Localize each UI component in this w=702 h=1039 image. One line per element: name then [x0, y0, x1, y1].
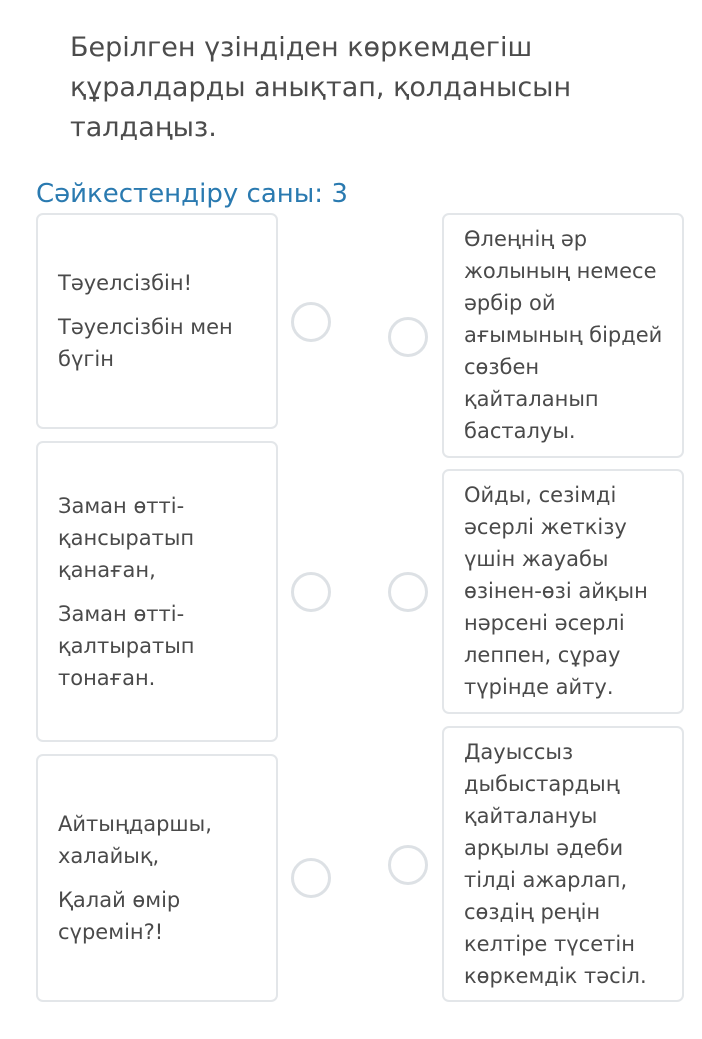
- right-card-text: Ойды, сезімді әсерлі жеткізу үшін жауабы өзінен-өзі айқын нәрсені әсерлі леппен, сұрау түрінде айту.: [464, 483, 648, 699]
- question-line: құралдарды анықтап, қолданысын: [70, 72, 572, 103]
- left-card-2[interactable]: [36, 441, 278, 742]
- right-card-2[interactable]: [442, 469, 684, 714]
- question-line: талдаңыз.: [70, 112, 217, 143]
- right-card-1[interactable]: [442, 213, 684, 458]
- left-card-text: Заман өтті-қансыратып қанаған,: [58, 493, 195, 582]
- right-connector-3[interactable]: [388, 845, 428, 885]
- left-card-text: Тәуелсізбін!: [58, 271, 192, 295]
- left-card-text: Қалай өмір сүремін?!: [58, 888, 181, 944]
- left-card-text: Заман өтті-қалтыратып тонаған.: [58, 601, 195, 690]
- left-connector-2[interactable]: [291, 572, 331, 612]
- match-count-label: Сәйкестендіру саны: 3: [36, 179, 348, 209]
- left-connector-1[interactable]: [291, 302, 331, 342]
- left-card-text: Тәуелсізбін мен бүгін: [58, 315, 233, 371]
- right-connector-2[interactable]: [388, 572, 428, 612]
- left-card-text: Айтыңдаршы, халайық,: [58, 812, 212, 868]
- right-card-text: Өлеңнің әр жолының немесе әрбір ой ағымының бірдей сөзбен қайталанып басталуы.: [464, 227, 663, 443]
- right-card-3[interactable]: [442, 726, 684, 1002]
- left-card-1[interactable]: [36, 213, 278, 429]
- right-connector-1[interactable]: [388, 317, 428, 357]
- left-card-3[interactable]: [36, 754, 278, 1002]
- question-line: Берілген үзіндіден көркемдегіш: [70, 32, 533, 63]
- left-connector-3[interactable]: [291, 858, 331, 898]
- question-text: [70, 28, 630, 148]
- right-card-text: Дауыссыз дыбыстардың қайталануы арқылы әдеби тілді ажарлап, сөздің реңін келтіре түсетін көркемдік тәсіл.: [464, 740, 647, 988]
